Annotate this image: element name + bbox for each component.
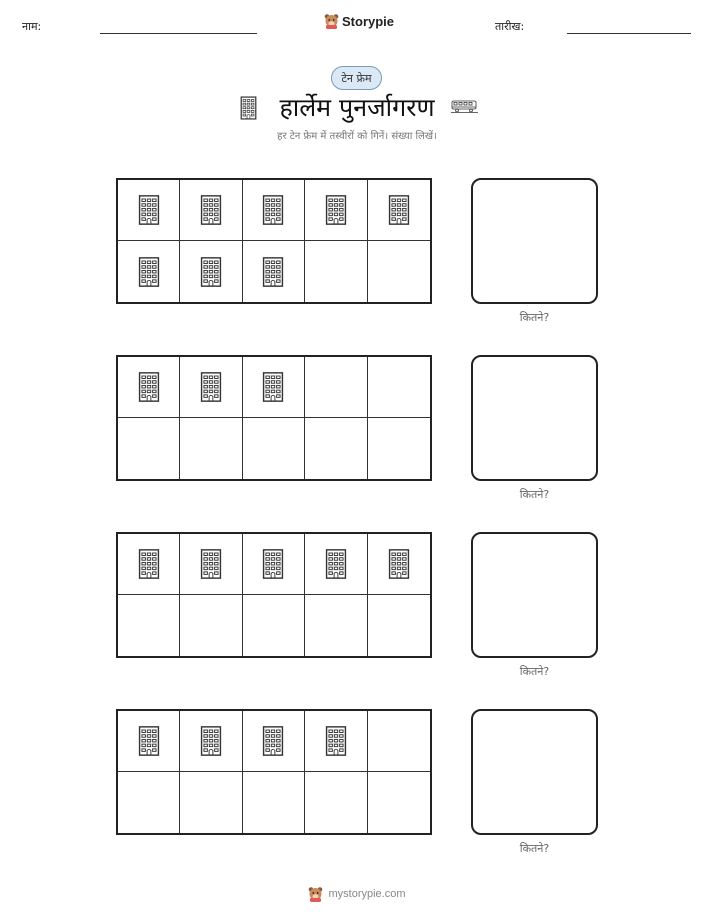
ten-frame-cell <box>118 534 180 595</box>
ten-frame-cell <box>118 595 180 656</box>
footer-url: mystorypie.com <box>328 888 406 900</box>
building-icon <box>240 93 257 123</box>
building-icon <box>200 190 222 230</box>
name-label: नाम: <box>22 20 42 33</box>
ten-frame-cell <box>118 772 180 833</box>
page-title: हार्लेम पुनर्जागरण <box>279 93 435 122</box>
ten-frame-cell <box>118 180 180 241</box>
name-line[interactable] <box>100 33 257 34</box>
ten-frame-cell <box>368 357 430 418</box>
building-icon <box>138 721 160 761</box>
ten-frame-cell <box>180 418 242 479</box>
ten-frame-cell <box>368 772 430 833</box>
ten-frame <box>116 709 432 835</box>
ten-frame-cell <box>368 180 430 241</box>
ten-frame-cell <box>368 418 430 479</box>
answer-box[interactable] <box>471 355 598 481</box>
building-icon <box>262 544 284 584</box>
ten-frame-cell <box>305 711 367 772</box>
ten-frame-cell <box>368 595 430 656</box>
ten-frame-cell <box>118 711 180 772</box>
ten-frame-cell <box>243 418 305 479</box>
ten-frame-cell <box>243 357 305 418</box>
ten-frame-cell <box>368 711 430 772</box>
ten-frame-cell <box>305 772 367 833</box>
ten-frame-cell <box>118 357 180 418</box>
ten-frame-cell <box>180 711 242 772</box>
ten-frame-badge: टेन फ्रेम <box>331 66 382 90</box>
ten-frame-cell <box>118 241 180 302</box>
ten-frame-cell <box>243 241 305 302</box>
building-icon <box>200 252 222 292</box>
building-icon <box>138 252 160 292</box>
answer-label: कितने? <box>519 311 550 324</box>
ten-frame-cell <box>180 241 242 302</box>
ten-frame-cell <box>180 180 242 241</box>
building-icon <box>262 190 284 230</box>
building-icon <box>138 190 160 230</box>
ten-frame-cell <box>243 180 305 241</box>
date-label: तारीख: <box>495 20 525 33</box>
building-icon <box>325 190 347 230</box>
building-icon <box>200 544 222 584</box>
ten-frame <box>116 178 432 304</box>
storypie-logo <box>324 13 394 29</box>
building-icon <box>262 367 284 407</box>
building-icon <box>138 367 160 407</box>
building-icon <box>325 544 347 584</box>
ten-frame-cell <box>243 595 305 656</box>
ten-frame-cell <box>243 711 305 772</box>
ten-frame-cell <box>243 534 305 595</box>
instructions: हर टेन फ्रेम में तस्वीरों को गिनें। संख्या लिखें। <box>277 131 437 142</box>
ten-frame <box>116 355 432 481</box>
building-icon <box>325 721 347 761</box>
building-icon <box>200 721 222 761</box>
ten-frame-cell <box>180 534 242 595</box>
ten-frame-cell <box>368 241 430 302</box>
ten-frame-cell <box>180 772 242 833</box>
answer-box[interactable] <box>471 178 598 304</box>
ten-frame-cell <box>305 357 367 418</box>
answer-box[interactable] <box>471 709 598 835</box>
ten-frame-cell <box>243 772 305 833</box>
bear-mascot-icon <box>324 13 339 29</box>
answer-box[interactable] <box>471 532 598 658</box>
ten-frame-cell <box>305 241 367 302</box>
building-icon <box>138 544 160 584</box>
building-icon <box>200 367 222 407</box>
answer-label: कितने? <box>519 665 550 678</box>
building-icon <box>262 252 284 292</box>
ten-frame <box>116 532 432 658</box>
footer <box>0 886 714 902</box>
building-icon <box>388 190 410 230</box>
train-icon <box>451 99 478 113</box>
ten-frame-cell <box>305 418 367 479</box>
ten-frame-cell <box>180 357 242 418</box>
ten-frame-cell <box>180 595 242 656</box>
ten-frame-cell <box>368 534 430 595</box>
ten-frame-cell <box>118 418 180 479</box>
bear-mascot-icon <box>308 886 323 902</box>
date-line[interactable] <box>567 33 691 34</box>
ten-frame-cell <box>305 595 367 656</box>
answer-label: कितने? <box>519 488 550 501</box>
ten-frame-cell <box>305 180 367 241</box>
building-icon <box>388 544 410 584</box>
building-icon <box>262 721 284 761</box>
answer-label: कितने? <box>519 842 550 855</box>
ten-frame-cell <box>305 534 367 595</box>
logo-text: Storypie <box>342 13 395 29</box>
